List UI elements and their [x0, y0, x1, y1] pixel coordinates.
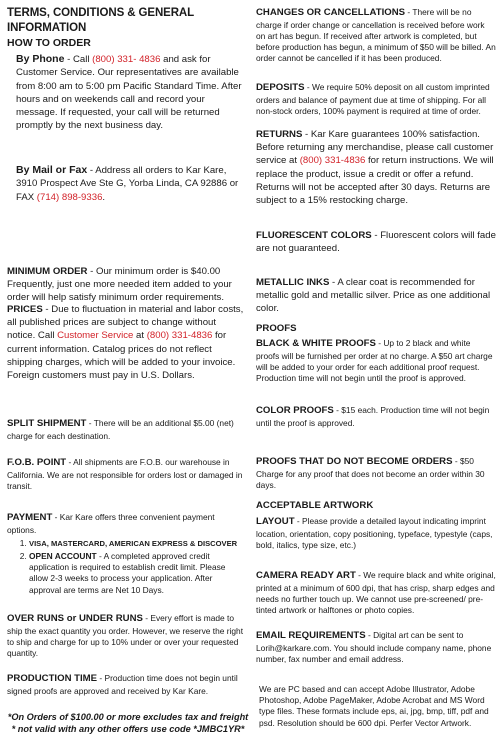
over-runs-heading: OVER RUNS or UNDER RUNS	[7, 613, 143, 624]
fax-number[interactable]: (714) 898-9336	[36, 191, 103, 203]
changes-heading: CHANGES OR CANCELLATIONS	[256, 7, 406, 18]
by-phone-heading: By Phone	[16, 53, 65, 65]
how-to-order-heading: HOW TO ORDER	[7, 37, 91, 49]
prices-heading: PRICES	[7, 304, 43, 315]
metallic-section: METALLIC INKS - A clear coat is recommended for metallic gold and metallic silver. Price as one additional color.	[256, 277, 491, 315]
proofs-heading: PROOFS	[256, 323, 297, 334]
email-section: EMAIL REQUIREMENTS - Digital art can be sent to Lorih@karkare.com. You should include company name, phone number, fax number and email address.	[256, 630, 492, 664]
returns-heading: RETURNS	[256, 129, 303, 140]
by-phone-section: By Phone - Call (800) 331- 4836 and ask for Customer Service. Our representatives are available from 8:00 am to 5:00 pm Pacific Standard Time. After hours and on weekends call and record your message. If requested, your call will be returned promptly by the next business day.	[16, 53, 242, 132]
layout-section: LAYOUT - Please provide a detailed layout indicating imprint location, orientation, copy positioning, typeface, typestyle (caps, bold, italics, type size, etc.)	[256, 516, 493, 550]
payment-section: PAYMENT - Kar Kare offers three convenient payment options. 1. VISA, MASTERCARD, AMERICAN EXPRESS & DISCOVER 2. OPEN ACCOUNT - A completed approved credit application is required to establish credit limit. Please allow 2-3 weeks to process your application. After approval are terms are Net 10 Days.	[7, 512, 245, 598]
by-mail-section: By Mail or Fax - Address all orders to Kar Kare, 3910 Prospect Ave Ste G, Yorba Linda, CA 92886 or FAX (714) 898-9336.	[16, 164, 239, 203]
color-proofs-section: COLOR PROOFS - $15 each. Production time will not begin until the proof is approved.	[256, 405, 490, 428]
payment-options-list	[7, 538, 245, 596]
file-formats-text: We are PC based and can accept Adobe Illustrator, Adobe Photoshop, Adobe PageMaker, Adobe Acrobat and MS Word type files. These formats include eps, ai, jpg, bmp, tiff, pdf and psd. Resolution should be 600 dpi. Perfer Vector Artwork.	[259, 684, 489, 728]
production-time-section: PRODUCTION TIME - Production time does not begin until signed proofs are approved and received by Kar Kare.	[7, 673, 238, 696]
camera-ready-heading: CAMERA READY ART	[256, 570, 356, 581]
acceptable-artwork-heading: ACCEPTABLE ARTWORK	[256, 500, 374, 511]
phone-number[interactable]: (800) 331- 4836	[92, 54, 161, 65]
prices-phone-number[interactable]: (800) 331-4836	[146, 330, 213, 342]
returns-phone-number[interactable]: (800) 331-4836	[299, 155, 366, 167]
unused-proofs-section: PROOFS THAT DO NOT BECOME ORDERS - $50 Charge for any proof that does not become an order within 30 days.	[256, 456, 485, 490]
changes-section: CHANGES OR CANCELLATIONS - There will be no charge if order change or cancellation is received before work on art has begun. If received after artwork is completed, but before production has begun, a minimum of $50 will be billed. An order cannot be cancelled if it has been produced.	[256, 7, 496, 64]
bw-proofs-section: BLACK & WHITE PROOFS - Up to 2 black and white proofs will be furnished per order at no charge. A $50 art charge will be added to your order for each additional proof request. Production time will not begin until the proof is approved.	[256, 338, 493, 384]
returns-section: RETURNS - Kar Kare guarantees 100% satisfaction. Before returning any merchandise, please call customer service at (800) 331-4836 for return instructions. We will replace the product, issue a credit or offer a refund. Returns will not be accepted after 30 days. Returns are subject to a 15% restocking charge.	[256, 129, 494, 207]
split-shipment-heading: SPLIT SHIPMENT	[7, 418, 87, 429]
prices-section: PRICES - Due to fluctuation in material and labor costs, all published prices are subject to change without notice. Call Customer Service at (800) 331-4836 for current information. Catalog prices do not reflect shipping charges, which will be added to your invoice. Foreign customers must pay in U.S. Dollars.	[7, 304, 244, 382]
payment-heading: PAYMENT	[7, 512, 53, 523]
over-runs-section: OVER RUNS or UNDER RUNS - Every effort is made to ship the exact quantity you order. However, we reserve the right to ship and charge for up to 10% under or over your requested quantity.	[7, 613, 244, 659]
bw-proofs-heading: BLACK & WHITE PROOFS	[256, 338, 376, 349]
page-title: TERMS, CONDITIONS & GENERAL INFORMATION	[7, 7, 194, 35]
fluorescent-section: FLUORESCENT COLORS - Fluorescent colors will fade are not guaranteed.	[256, 230, 496, 255]
metallic-heading: METALLIC INKS	[256, 277, 330, 288]
fob-point-heading: F.O.B. POINT	[7, 457, 67, 468]
fob-point-section: F.O.B. POINT - All shipments are F.O.B. our warehouse in California. We are not responsible for orders lost or damaged in transit.	[7, 457, 243, 491]
split-shipment-section: SPLIT SHIPMENT - There will be an additional $5.00 (net) charge for each destination.	[7, 418, 234, 441]
camera-ready-section: CAMERA READY ART - We require black and white original, printed at a minimum of 600 dpi, that has crisp, sharp edges and needs no further touch up. We cannot use pre-screened/ pre-tinted artwork or halftones or photo copies.	[256, 570, 496, 616]
unused-proofs-heading: PROOFS THAT DO NOT BECOME ORDERS	[256, 456, 453, 467]
layout-heading: LAYOUT	[256, 516, 295, 527]
production-time-heading: PRODUCTION TIME	[7, 673, 98, 684]
promo-footer: *On Orders of $100.00 or more excludes tax and freight * not valid with any other offers use code *JMBC1YR*	[7, 712, 249, 735]
list-item: 1. VISA, MASTERCARD, AMERICAN EXPRESS & DISCOVER	[29, 538, 245, 549]
deposits-heading: DEPOSITS	[256, 82, 305, 93]
email-heading: EMAIL REQUIREMENTS	[256, 630, 366, 641]
list-item: 2. OPEN ACCOUNT - A completed approved credit application is required to establish credit limit. Please allow 2-3 weeks to process your application. After approval are terms are Net 10 Days.	[29, 551, 245, 596]
fluorescent-heading: FLUORESCENT COLORS	[256, 230, 372, 241]
customer-service-link[interactable]: Customer Service	[57, 330, 134, 342]
minimum-order-section: MINIMUM ORDER - Our minimum order is $40.00 Frequently, just one more needed item added to your order will help satisfy minimum order requirements.	[7, 266, 232, 304]
deposits-section: DEPOSITS - We require 50% deposit on all custom imprinted orders and balance of payment due at time of shipping. For all non-stock orders, 100% payment is required at time of order.	[256, 82, 490, 116]
color-proofs-heading: COLOR PROOFS	[256, 405, 334, 416]
minimum-order-heading: MINIMUM ORDER	[7, 266, 88, 277]
by-mail-heading: By Mail or Fax	[16, 164, 88, 176]
